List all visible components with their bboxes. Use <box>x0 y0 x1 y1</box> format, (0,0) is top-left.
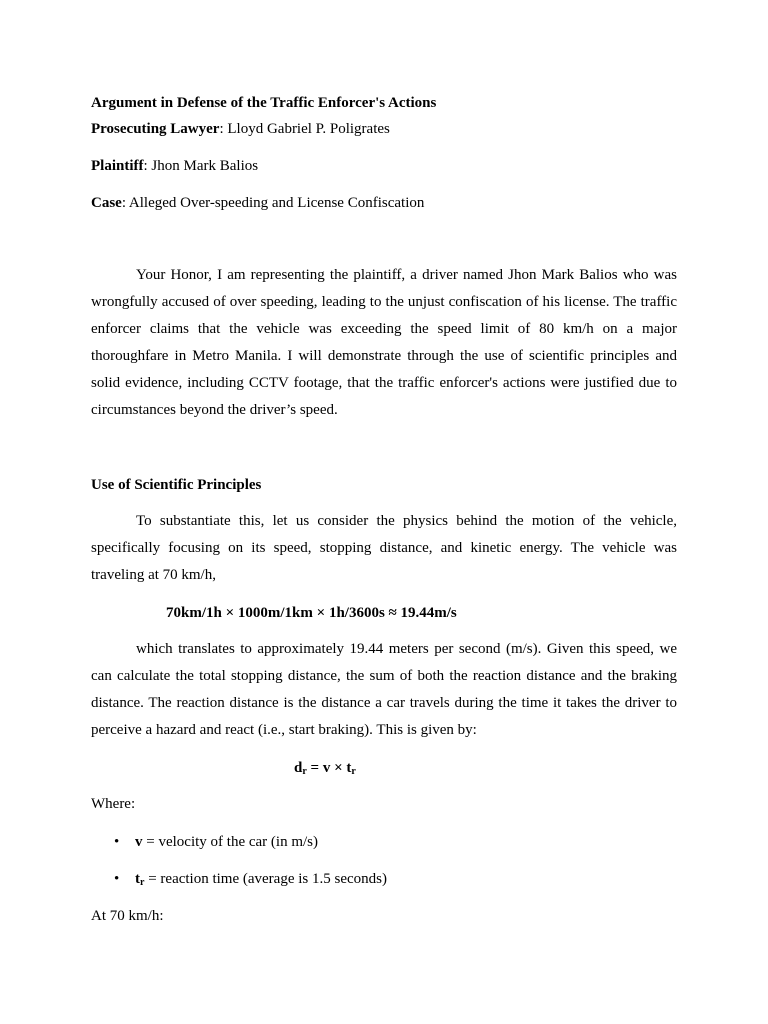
physics-paragraph: To substantiate this, let us consider the physics behind the motion of the vehicle, specifically focusing on its speed, stopping distance, and kinetic energy. The vehicle was traveling at 70 km/h, <box>91 513 677 583</box>
formula-middle: = v × t <box>306 760 352 776</box>
formula-lhs: d <box>294 760 303 776</box>
formula-rhs-subscript: r <box>351 766 356 777</box>
list-item <box>114 832 318 852</box>
case-label: Case <box>91 195 122 211</box>
plaintiff-value: : Jhon Mark Balios <box>143 158 259 174</box>
plaintiff-label: Plaintiff <box>91 158 144 174</box>
stopping-distance-paragraph: which translates to approximately 19.44 meters per second (m/s). Given this speed, we can calculate the total stopping distance, the sum of both the reaction distance and the braking distance. The reaction distance is the distance a car travels during the time it takes the driver to perceive a hazard and react (i.e., start braking). This is given by: <box>91 641 677 738</box>
conversion-formula: 70km/1h × 1000m/1km × 1h/3600s ≈ 19.44m/s <box>166 605 457 621</box>
section-heading: Use of Scientific Principles <box>91 477 262 493</box>
bullet-icon: • <box>114 871 120 887</box>
closing-line: At 70 km/h: <box>91 908 164 924</box>
variable-symbol: v <box>135 834 143 850</box>
prosecutor-line <box>91 119 677 139</box>
document-title: Argument in Defense of the Traffic Enforcer's Actions <box>91 95 437 111</box>
reaction-distance-formula <box>294 758 356 778</box>
case-line <box>91 193 677 213</box>
list-item <box>114 869 387 889</box>
variable-symbol-subscript: r <box>140 877 145 888</box>
bullet-icon: • <box>114 834 120 850</box>
prosecutor-label: Prosecuting Lawyer <box>91 121 220 137</box>
where-label: Where: <box>91 796 136 812</box>
prosecutor-value: : Lloyd Gabriel P. Poligrates <box>219 121 390 137</box>
variable-definition: = velocity of the car (in m/s) <box>142 834 318 850</box>
plaintiff-line <box>91 156 677 176</box>
case-value: : Alleged Over-speeding and License Confiscation <box>121 195 425 211</box>
formula-lhs-subscript: r <box>302 766 307 777</box>
variable-symbol: t <box>135 871 140 887</box>
intro-paragraph: Your Honor, I am representing the plaintiff, a driver named Jhon Mark Balios who was wrongfully accused of over speeding, leading to the unjust confiscation of his license. The traffic enforcer claims that the vehicle was exceeding the speed limit of 80 km/h on a major thoroughfare in Metro Manila. I will demonstrate through the use of scientific principles and solid evidence, including CCTV footage, that the traffic enforcer's actions were justified due to circumstances beyond the driver’s speed. <box>91 267 677 418</box>
variable-definition: = reaction time (average is 1.5 seconds) <box>144 871 387 887</box>
